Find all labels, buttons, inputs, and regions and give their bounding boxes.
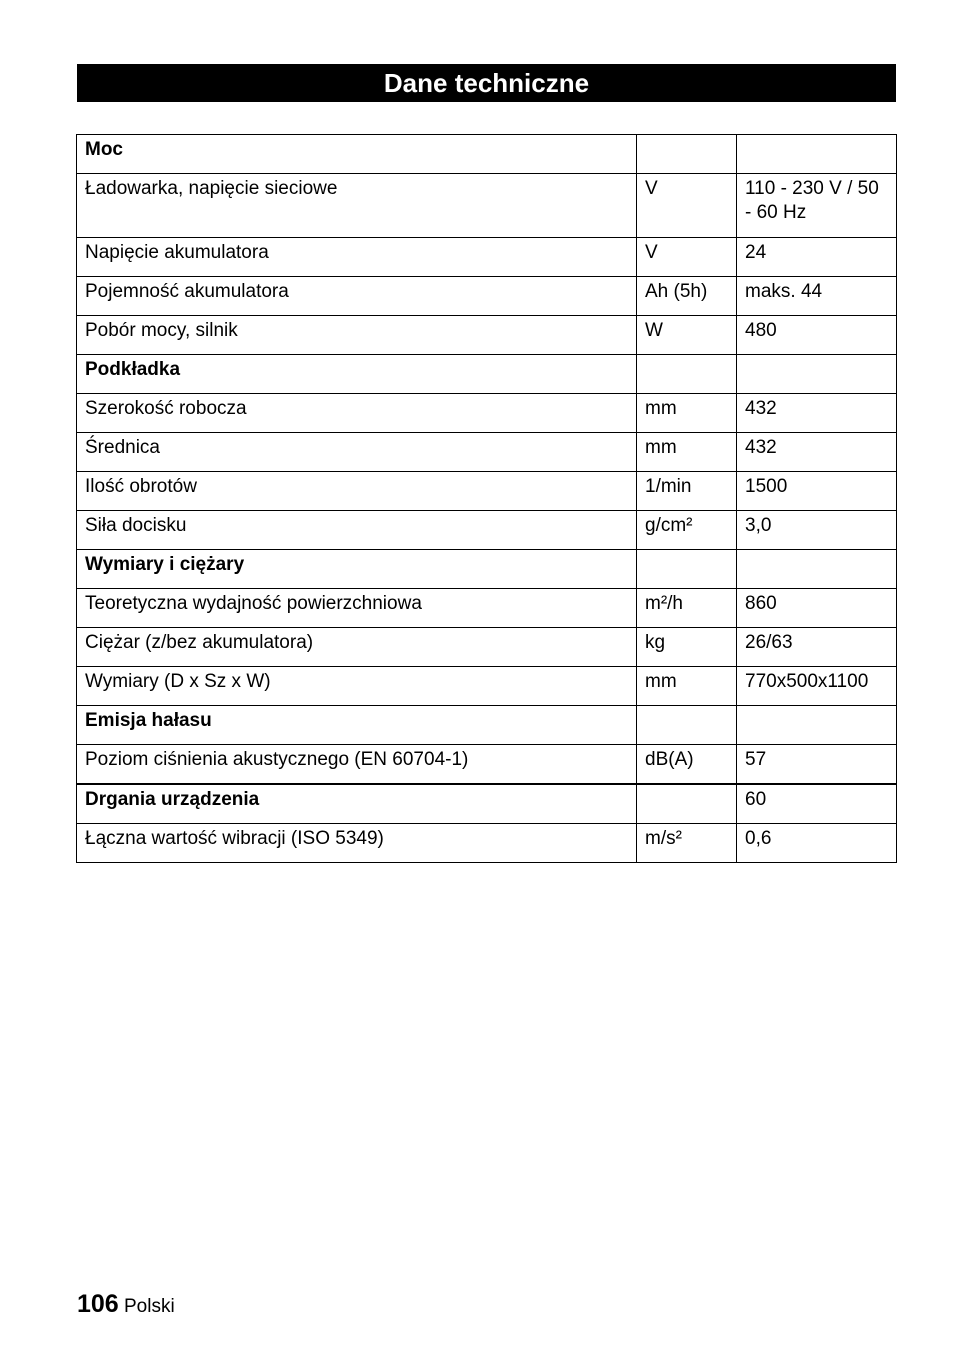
- parameter-cell: Ciężar (z/bez akumulatora): [77, 628, 637, 667]
- table-row: [77, 355, 897, 394]
- table-row: [77, 174, 897, 238]
- unit-cell: V: [637, 238, 737, 277]
- value-cell: 432: [737, 394, 897, 433]
- value-cell: 110 - 230 V / 50 - 60 Hz: [737, 174, 897, 238]
- table-row: [77, 784, 897, 824]
- parameter-cell: Pobór mocy, silnik: [77, 316, 637, 355]
- parameter-cell: Wymiary (D x Sz x W): [77, 667, 637, 706]
- parameter-cell: Ilość obrotów: [77, 472, 637, 511]
- table-row: [77, 706, 897, 745]
- unit-cell: g/cm²: [637, 511, 737, 550]
- parameter-cell: Pojemność akumulatora: [77, 277, 637, 316]
- table-row: [77, 589, 897, 628]
- value-cell: 60: [737, 784, 897, 824]
- page-number: 106: [77, 1290, 119, 1318]
- parameter-cell: Napięcie akumulatora: [77, 238, 637, 277]
- value-cell: 24: [737, 238, 897, 277]
- parameter-cell: Siła docisku: [77, 511, 637, 550]
- table-row: [77, 824, 897, 863]
- footer-language: Polski: [124, 1296, 175, 1317]
- table-row: [77, 550, 897, 589]
- unit-cell: kg: [637, 628, 737, 667]
- value-cell: 3,0: [737, 511, 897, 550]
- unit-cell: Ah (5h): [637, 277, 737, 316]
- table-row: [77, 472, 897, 511]
- page-footer: [77, 1290, 175, 1319]
- value-cell: 860: [737, 589, 897, 628]
- value-cell: [737, 550, 897, 589]
- unit-cell: 1/min: [637, 472, 737, 511]
- unit-cell: mm: [637, 667, 737, 706]
- parameter-cell: Poziom ciśnienia akustycznego (EN 60704-1): [77, 745, 637, 785]
- value-cell: 432: [737, 433, 897, 472]
- table-row: [77, 433, 897, 472]
- table-row: [77, 316, 897, 355]
- table-row: [77, 394, 897, 433]
- value-cell: 480: [737, 316, 897, 355]
- table-row: [77, 628, 897, 667]
- parameter-cell: Średnica: [77, 433, 637, 472]
- section-label: Wymiary i ciężary: [77, 550, 637, 589]
- page-title: Dane techniczne: [77, 64, 896, 102]
- unit-cell: [637, 784, 737, 824]
- section-label: Podkładka: [77, 355, 637, 394]
- table-row: [77, 667, 897, 706]
- value-cell: [737, 135, 897, 174]
- unit-cell: mm: [637, 433, 737, 472]
- value-cell: 1500: [737, 472, 897, 511]
- unit-cell: W: [637, 316, 737, 355]
- value-cell: 0,6: [737, 824, 897, 863]
- unit-cell: dB(A): [637, 745, 737, 785]
- section-label: Drgania urządzenia: [77, 784, 637, 824]
- value-cell: 57: [737, 745, 897, 785]
- parameter-cell: Ładowarka, napięcie sieciowe: [77, 174, 637, 238]
- unit-cell: [637, 355, 737, 394]
- value-cell: [737, 706, 897, 745]
- unit-cell: [637, 550, 737, 589]
- table-row: [77, 238, 897, 277]
- technical-data-table: [76, 134, 897, 863]
- unit-cell: [637, 135, 737, 174]
- table-row: [77, 745, 897, 785]
- section-label: Moc: [77, 135, 637, 174]
- value-cell: maks. 44: [737, 277, 897, 316]
- parameter-cell: Łączna wartość wibracji (ISO 5349): [77, 824, 637, 863]
- unit-cell: mm: [637, 394, 737, 433]
- unit-cell: V: [637, 174, 737, 238]
- table-row: [77, 511, 897, 550]
- parameter-cell: Szerokość robocza: [77, 394, 637, 433]
- section-label: Emisja hałasu: [77, 706, 637, 745]
- parameter-cell: Teoretyczna wydajność powierzchniowa: [77, 589, 637, 628]
- unit-cell: m/s²: [637, 824, 737, 863]
- unit-cell: m²/h: [637, 589, 737, 628]
- table-row: [77, 135, 897, 174]
- value-cell: 26/63: [737, 628, 897, 667]
- value-cell: 770x500x1100: [737, 667, 897, 706]
- value-cell: [737, 355, 897, 394]
- unit-cell: [637, 706, 737, 745]
- table-row: [77, 277, 897, 316]
